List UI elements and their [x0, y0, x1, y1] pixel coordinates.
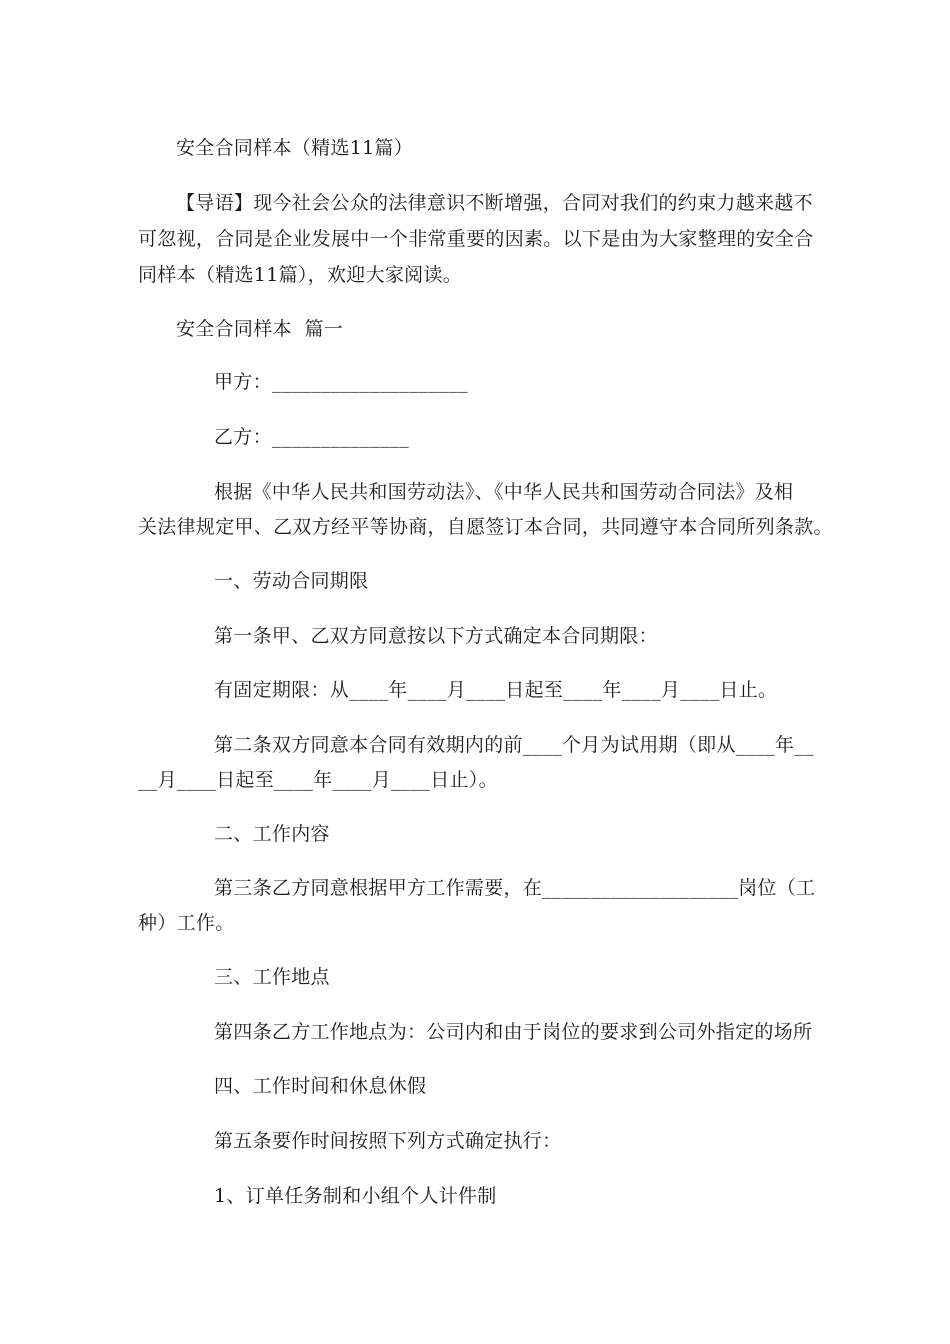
document-title: 安全合同样本（精选11篇） [176, 137, 414, 159]
intro-line-1: 【导语】现今社会公众的法律意识不断增强，合同对我们的约束力越来越不 [176, 192, 813, 214]
basis-line-1: 根据《中华人民共和国劳动法》、《中华人民共和国劳动合同法》及相 [214, 481, 794, 503]
heading-work-hours: 四、工作时间和休息休假 [214, 1075, 427, 1097]
party-b-line: 乙方：______________ [214, 426, 410, 448]
party-a-line: 甲方：____________________ [214, 371, 468, 393]
article-4: 第四条乙方工作地点为：公司内和由于岗位的要求到公司外指定的场所 [214, 1021, 813, 1043]
article-5: 第五条要作时间按照下列方式确定执行： [214, 1130, 562, 1152]
fixed-term-line: 有固定期限：从____年____月____日起至____年____月____日止。 [214, 679, 778, 701]
article-3-line-1: 第三条乙方同意根据甲方工作需要，在____________________岗位（工 [214, 877, 816, 899]
heading-work-content: 二、工作内容 [214, 823, 330, 845]
heading-work-location: 三、工作地点 [214, 966, 330, 988]
intro-line-3: 同样本（精选11篇），欢迎大家阅读。 [138, 264, 463, 286]
article-2-line-2: __月____日起至____年____月____日止）。 [138, 769, 498, 791]
list-item-1: 1、订单任务制和小组个人计件制 [214, 1185, 497, 1207]
article-3-line-2: 种）工作。 [138, 912, 235, 934]
basis-line-2: 关法律规定甲、乙双方经平等协商，自愿签订本合同，共同遵守本合同所列条款。 [138, 516, 833, 538]
intro-line-2: 可忽视，合同是企业发展中一个非常重要的因素。以下是由为大家整理的安全合 [138, 228, 814, 250]
section-title: 安全合同样本 篇一 [176, 318, 344, 340]
article-1: 第一条甲、乙双方同意按以下方式确定本合同期限： [214, 625, 658, 647]
heading-term: 一、劳动合同期限 [214, 570, 369, 592]
article-2-line-1: 第二条双方同意本合同有效期内的前____个月为试用期（即从____年__ [214, 734, 814, 756]
